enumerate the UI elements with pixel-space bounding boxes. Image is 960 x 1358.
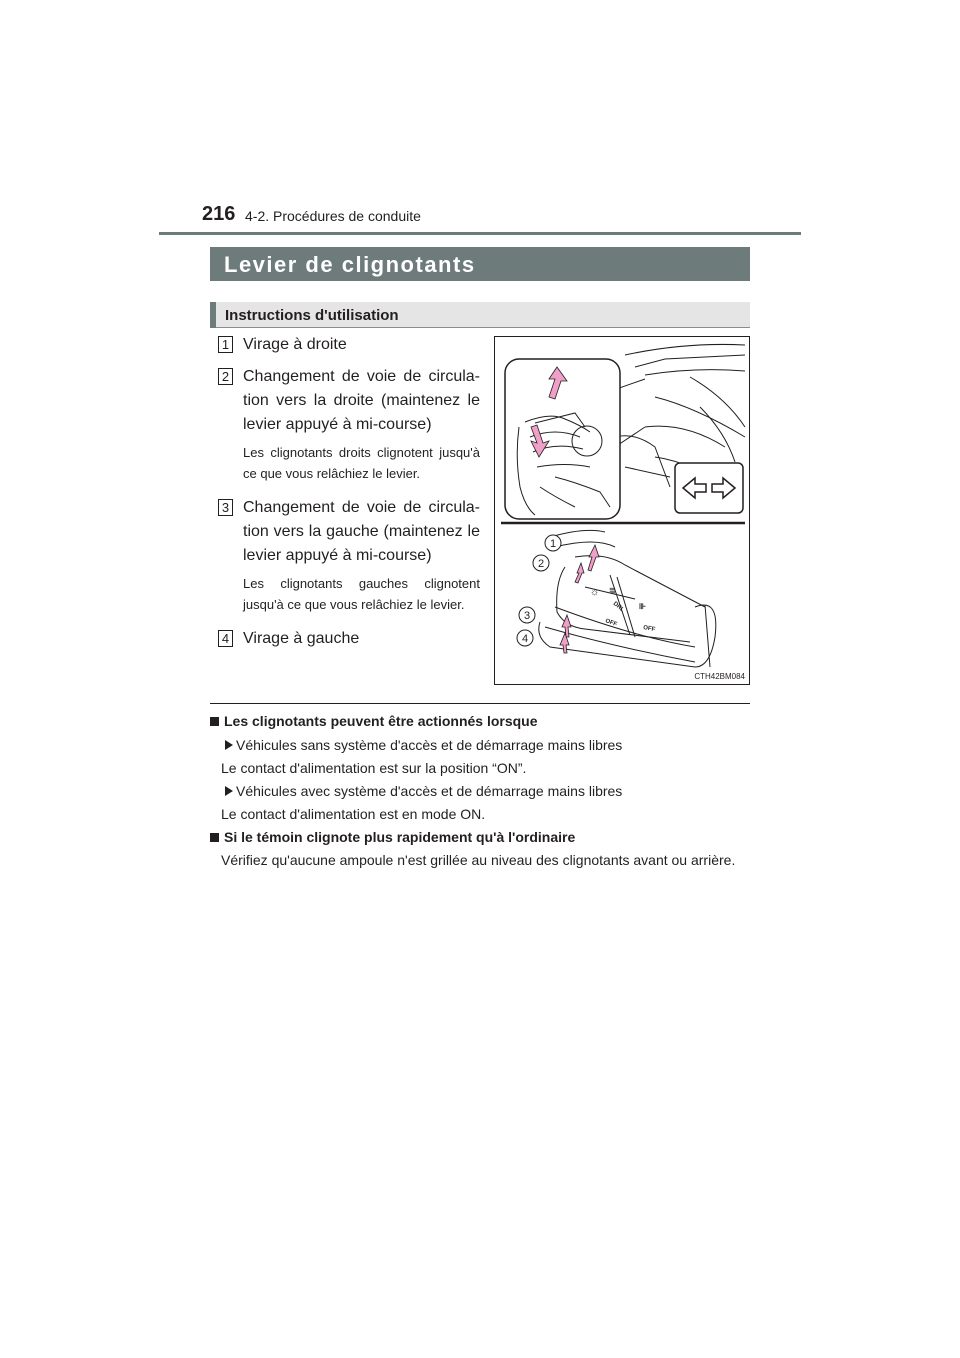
step-number: 1 — [218, 336, 233, 353]
triangle-bullet-icon — [225, 740, 233, 750]
step-text: Changement de voie de circula-tion vers la droite (maintenez le levier appuyé à mi-course) — [243, 368, 480, 433]
lever-illustration — [495, 337, 749, 684]
section-title-bar — [210, 247, 750, 281]
square-bullet-icon — [210, 717, 219, 726]
note-body: Vérifiez qu'aucune ampoule n'est grillée au niveau des clignotants avant ou arrière. — [221, 852, 736, 868]
note-heading-text: Les clignotants peuvent être actionnés lorsque — [224, 713, 538, 729]
lever-labels — [590, 585, 656, 633]
callout-4: 4 — [521, 633, 529, 645]
lever-label-off-2: OFF — [642, 625, 656, 634]
notes-section — [210, 710, 750, 872]
step-text: Virage à gauche — [243, 630, 360, 647]
step-note: Les clignotants droits clignotent jusqu'à ce que vous relâchiez le levier. — [243, 445, 480, 481]
note-heading — [210, 710, 750, 733]
step-text: Virage à droite — [243, 336, 347, 353]
headlight-icon: ≣ — [609, 586, 616, 595]
step-text: Changement de voie de circula-tion vers la gauche (maintenez le levier appuyé à mi-course) — [243, 499, 480, 564]
sun-icon: ☼ — [590, 587, 600, 598]
turn-signal-lever-figure — [494, 336, 750, 685]
header-rule — [159, 232, 801, 235]
page-number: 216 — [202, 203, 236, 225]
notes-rule — [210, 703, 750, 704]
note-heading — [210, 826, 750, 849]
step-note: Les clignotants gauches clignotent jusqu'à ce que vous relâchiez le levier. — [243, 576, 480, 612]
callout-3: 3 — [523, 610, 531, 622]
chapter-title: 4-2. Procédures de conduite — [245, 208, 421, 224]
subsection-header — [210, 302, 750, 328]
subsection-accent — [210, 302, 216, 328]
step-4 — [218, 627, 480, 651]
note-condition — [210, 780, 750, 803]
step-1 — [218, 333, 480, 357]
callout-1: 1 — [549, 538, 557, 550]
subsection-title: Instructions d'utilisation — [225, 307, 399, 324]
step-2 — [218, 365, 480, 484]
zoom-frame — [505, 359, 645, 519]
square-bullet-icon — [210, 833, 219, 842]
steps-list — [218, 333, 480, 659]
note-condition-text: Véhicules sans système d'accès et de démarrage mains libres — [236, 737, 623, 753]
note-condition-text: Véhicules avec système d'accès et de démarrage mains libres — [236, 783, 623, 799]
note-body: Le contact d'alimentation est sur la position “ON”. — [221, 760, 527, 776]
step-3 — [218, 496, 480, 615]
callout-2: 2 — [537, 558, 545, 570]
lever-label-drl: DRL — [611, 600, 626, 614]
note-condition — [210, 734, 750, 757]
note-heading-text: Si le témoin clignote plus rapidement qu'à l'ordinaire — [224, 829, 576, 845]
section-title: Levier de clignotants — [224, 252, 476, 277]
step-number: 4 — [218, 630, 233, 647]
lever-label-off-1: OFF — [604, 618, 618, 628]
turn-indicator-icon — [675, 463, 743, 513]
note-body: Le contact d'alimentation est en mode ON. — [221, 806, 486, 822]
step-number: 3 — [218, 499, 233, 516]
figure-code: CTH42BM084 — [694, 672, 745, 681]
step-number: 2 — [218, 368, 233, 385]
triangle-bullet-icon — [225, 786, 233, 796]
fog-light-icon: ⊪ — [639, 602, 646, 611]
